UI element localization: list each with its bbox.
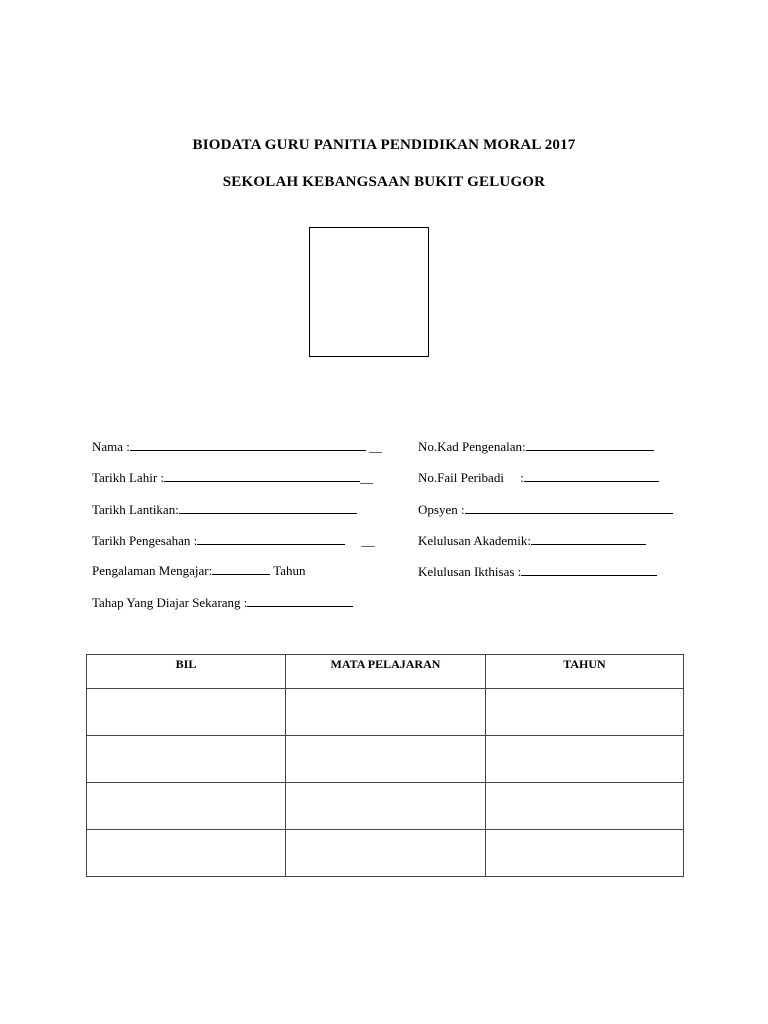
subjects-table [86, 654, 684, 877]
field-suffix: __ [369, 439, 383, 454]
field-label: Tarikh Pengesahan : [92, 533, 198, 548]
cell-tahun[interactable] [486, 689, 684, 736]
field-suffix: Tahun [273, 563, 306, 578]
cell-mata-pelajaran[interactable] [286, 783, 486, 830]
field-label: Nama : [92, 439, 130, 454]
fill-line[interactable] [531, 533, 646, 545]
field-tarikh-pengesahan [92, 533, 374, 549]
fill-line[interactable] [130, 439, 366, 451]
field-suffix: __ [361, 533, 375, 548]
field-label: Tarikh Lantikan: [92, 502, 179, 517]
cell-tahun[interactable] [486, 830, 684, 877]
table-row [87, 783, 684, 830]
field-label: Tarikh Lahir : [92, 470, 165, 485]
fill-line[interactable] [465, 502, 673, 514]
field-label: Kelulusan Akademik: [418, 533, 532, 548]
table-row [87, 689, 684, 736]
field-suffix: __ [360, 470, 374, 485]
cell-mata-pelajaran[interactable] [286, 736, 486, 783]
field-label: No.Fail Peribadi : [418, 470, 524, 485]
field-no-kad-pengenalan [418, 439, 654, 455]
table-header-row [87, 655, 684, 689]
cell-bil[interactable] [87, 783, 286, 830]
photo-box [309, 227, 429, 357]
cell-mata-pelajaran[interactable] [286, 689, 486, 736]
cell-tahun[interactable] [486, 736, 684, 783]
field-label: Opsyen : [418, 502, 465, 517]
header-tahun: TAHUN [486, 655, 684, 689]
school-name: SEKOLAH KEBANGSAAN BUKIT GELUGOR [222, 174, 546, 190]
field-pengalaman-mengajar [92, 563, 306, 579]
cell-bil[interactable] [87, 736, 286, 783]
field-label: Pengalaman Mengajar: [92, 563, 213, 578]
fill-line[interactable] [526, 439, 654, 451]
field-tarikh-lahir [92, 470, 373, 486]
cell-bil[interactable] [87, 830, 286, 877]
fill-line[interactable] [524, 470, 659, 482]
field-kelulusan-ikthisas [418, 564, 657, 580]
field-label: Kelulusan Ikthisas : [418, 564, 522, 579]
field-no-fail-peribadi [418, 470, 659, 486]
document-title: BIODATA GURU PANITIA PENDIDIKAN MORAL 2017 [192, 137, 576, 153]
table-row [87, 830, 684, 877]
field-tahap-diajar [92, 595, 353, 611]
header-bil: BIL [87, 655, 286, 689]
field-label: No.Kad Pengenalan: [418, 439, 526, 454]
cell-mata-pelajaran[interactable] [286, 830, 486, 877]
field-opsyen [418, 502, 673, 518]
fill-line[interactable] [247, 595, 353, 607]
field-label: Tahap Yang Diajar Sekarang : [92, 595, 248, 610]
fill-line[interactable] [164, 470, 360, 482]
fill-line[interactable] [179, 502, 357, 514]
fill-line[interactable] [197, 533, 345, 545]
cell-tahun[interactable] [486, 783, 684, 830]
field-nama [92, 439, 382, 455]
field-kelulusan-akademik [418, 533, 646, 549]
table-row [87, 736, 684, 783]
cell-bil[interactable] [87, 689, 286, 736]
fill-line[interactable] [212, 563, 270, 575]
fill-line[interactable] [521, 564, 657, 576]
header-mata-pelajaran: MATA PELAJARAN [286, 655, 486, 689]
field-tarikh-lantikan [92, 502, 357, 518]
